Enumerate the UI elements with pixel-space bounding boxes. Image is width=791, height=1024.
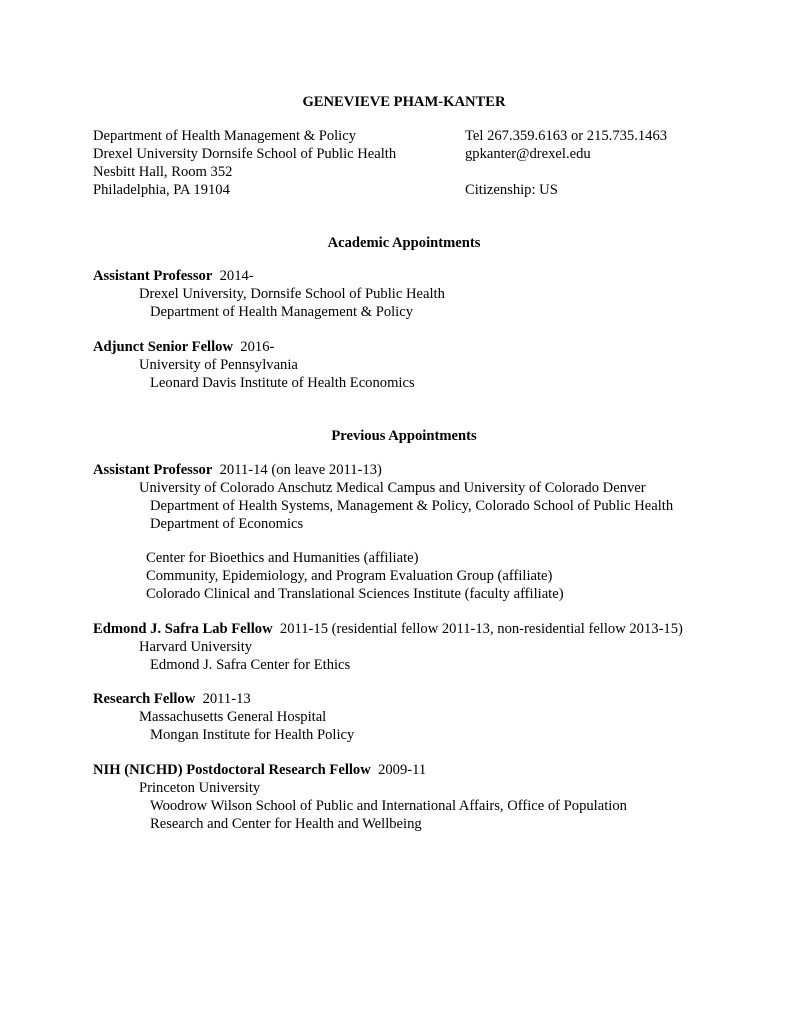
appointment-institution: Drexel University, Dornsife School of Public Health xyxy=(139,286,445,302)
appointment-years: 2009-11 xyxy=(378,762,427,778)
email: gpkanter@drexel.edu xyxy=(465,146,591,162)
appointment-unit: Woodrow Wilson School of Public and International Affairs, Office of Population xyxy=(150,798,627,814)
section-heading-previous: Previous Appointments xyxy=(331,428,477,444)
appointment-years: 2016- xyxy=(240,339,275,355)
appointment-unit: Leonard Davis Institute of Health Economics xyxy=(150,375,415,391)
cv-name: GENEVIEVE PHAM-KANTER xyxy=(302,94,506,110)
appointment-years: 2014- xyxy=(219,268,254,284)
appointment-title: Assistant Professor xyxy=(93,268,213,284)
citizenship: Citizenship: US xyxy=(465,182,558,198)
appointment-unit: Department of Economics xyxy=(150,516,304,532)
appointment-title: Adjunct Senior Fellow xyxy=(93,339,233,355)
affiliate-item: Colorado Clinical and Translational Sciences Institute (faculty affiliate) xyxy=(146,586,564,602)
appointment-unit: Mongan Institute for Health Policy xyxy=(150,727,355,743)
appointment-title: NIH (NICHD) Postdoctoral Research Fellow xyxy=(93,762,371,778)
appointment-years: 2011-13 xyxy=(202,691,251,707)
address-line: Drexel University Dornsife School of Public Health xyxy=(93,146,397,162)
appointment-institution: Harvard University xyxy=(139,639,253,655)
appointment-institution: University of Pennsylvania xyxy=(139,357,298,373)
appointment-unit: Research and Center for Health and Wellbeing xyxy=(150,816,422,832)
appointment-institution: Massachusetts General Hospital xyxy=(139,709,327,725)
appointment-institution: Princeton University xyxy=(139,780,261,796)
affiliate-item: Center for Bioethics and Humanities (affiliate) xyxy=(146,550,419,566)
appointment-title: Edmond J. Safra Lab Fellow xyxy=(93,621,273,637)
address-line: Nesbitt Hall, Room 352 xyxy=(93,164,233,180)
affiliate-item: Community, Epidemiology, and Program Evaluation Group (affiliate) xyxy=(146,568,553,584)
appointment-unit: Department of Health Management & Policy xyxy=(150,304,414,320)
appointment-title: Research Fellow xyxy=(93,691,196,707)
appointment-years: 2011-15 (residential fellow 2011-13, non-residential fellow 2013-15) xyxy=(279,621,683,637)
appointment-years: 2011-14 (on leave 2011-13) xyxy=(219,462,382,478)
appointment-title: Assistant Professor xyxy=(93,462,213,478)
address-line: Department of Health Management & Policy xyxy=(93,128,357,144)
phone: Tel 267.359.6163 or 215.735.1463 xyxy=(465,128,668,144)
address-line: Philadelphia, PA 19104 xyxy=(93,182,230,198)
section-heading-academic: Academic Appointments xyxy=(327,235,481,251)
appointment-institution: University of Colorado Anschutz Medical Campus and University of Colorado Denver xyxy=(139,480,646,496)
appointment-unit: Department of Health Systems, Management & Policy, Colorado School of Public Health xyxy=(150,498,674,514)
appointment-unit: Edmond J. Safra Center for Ethics xyxy=(150,657,351,673)
